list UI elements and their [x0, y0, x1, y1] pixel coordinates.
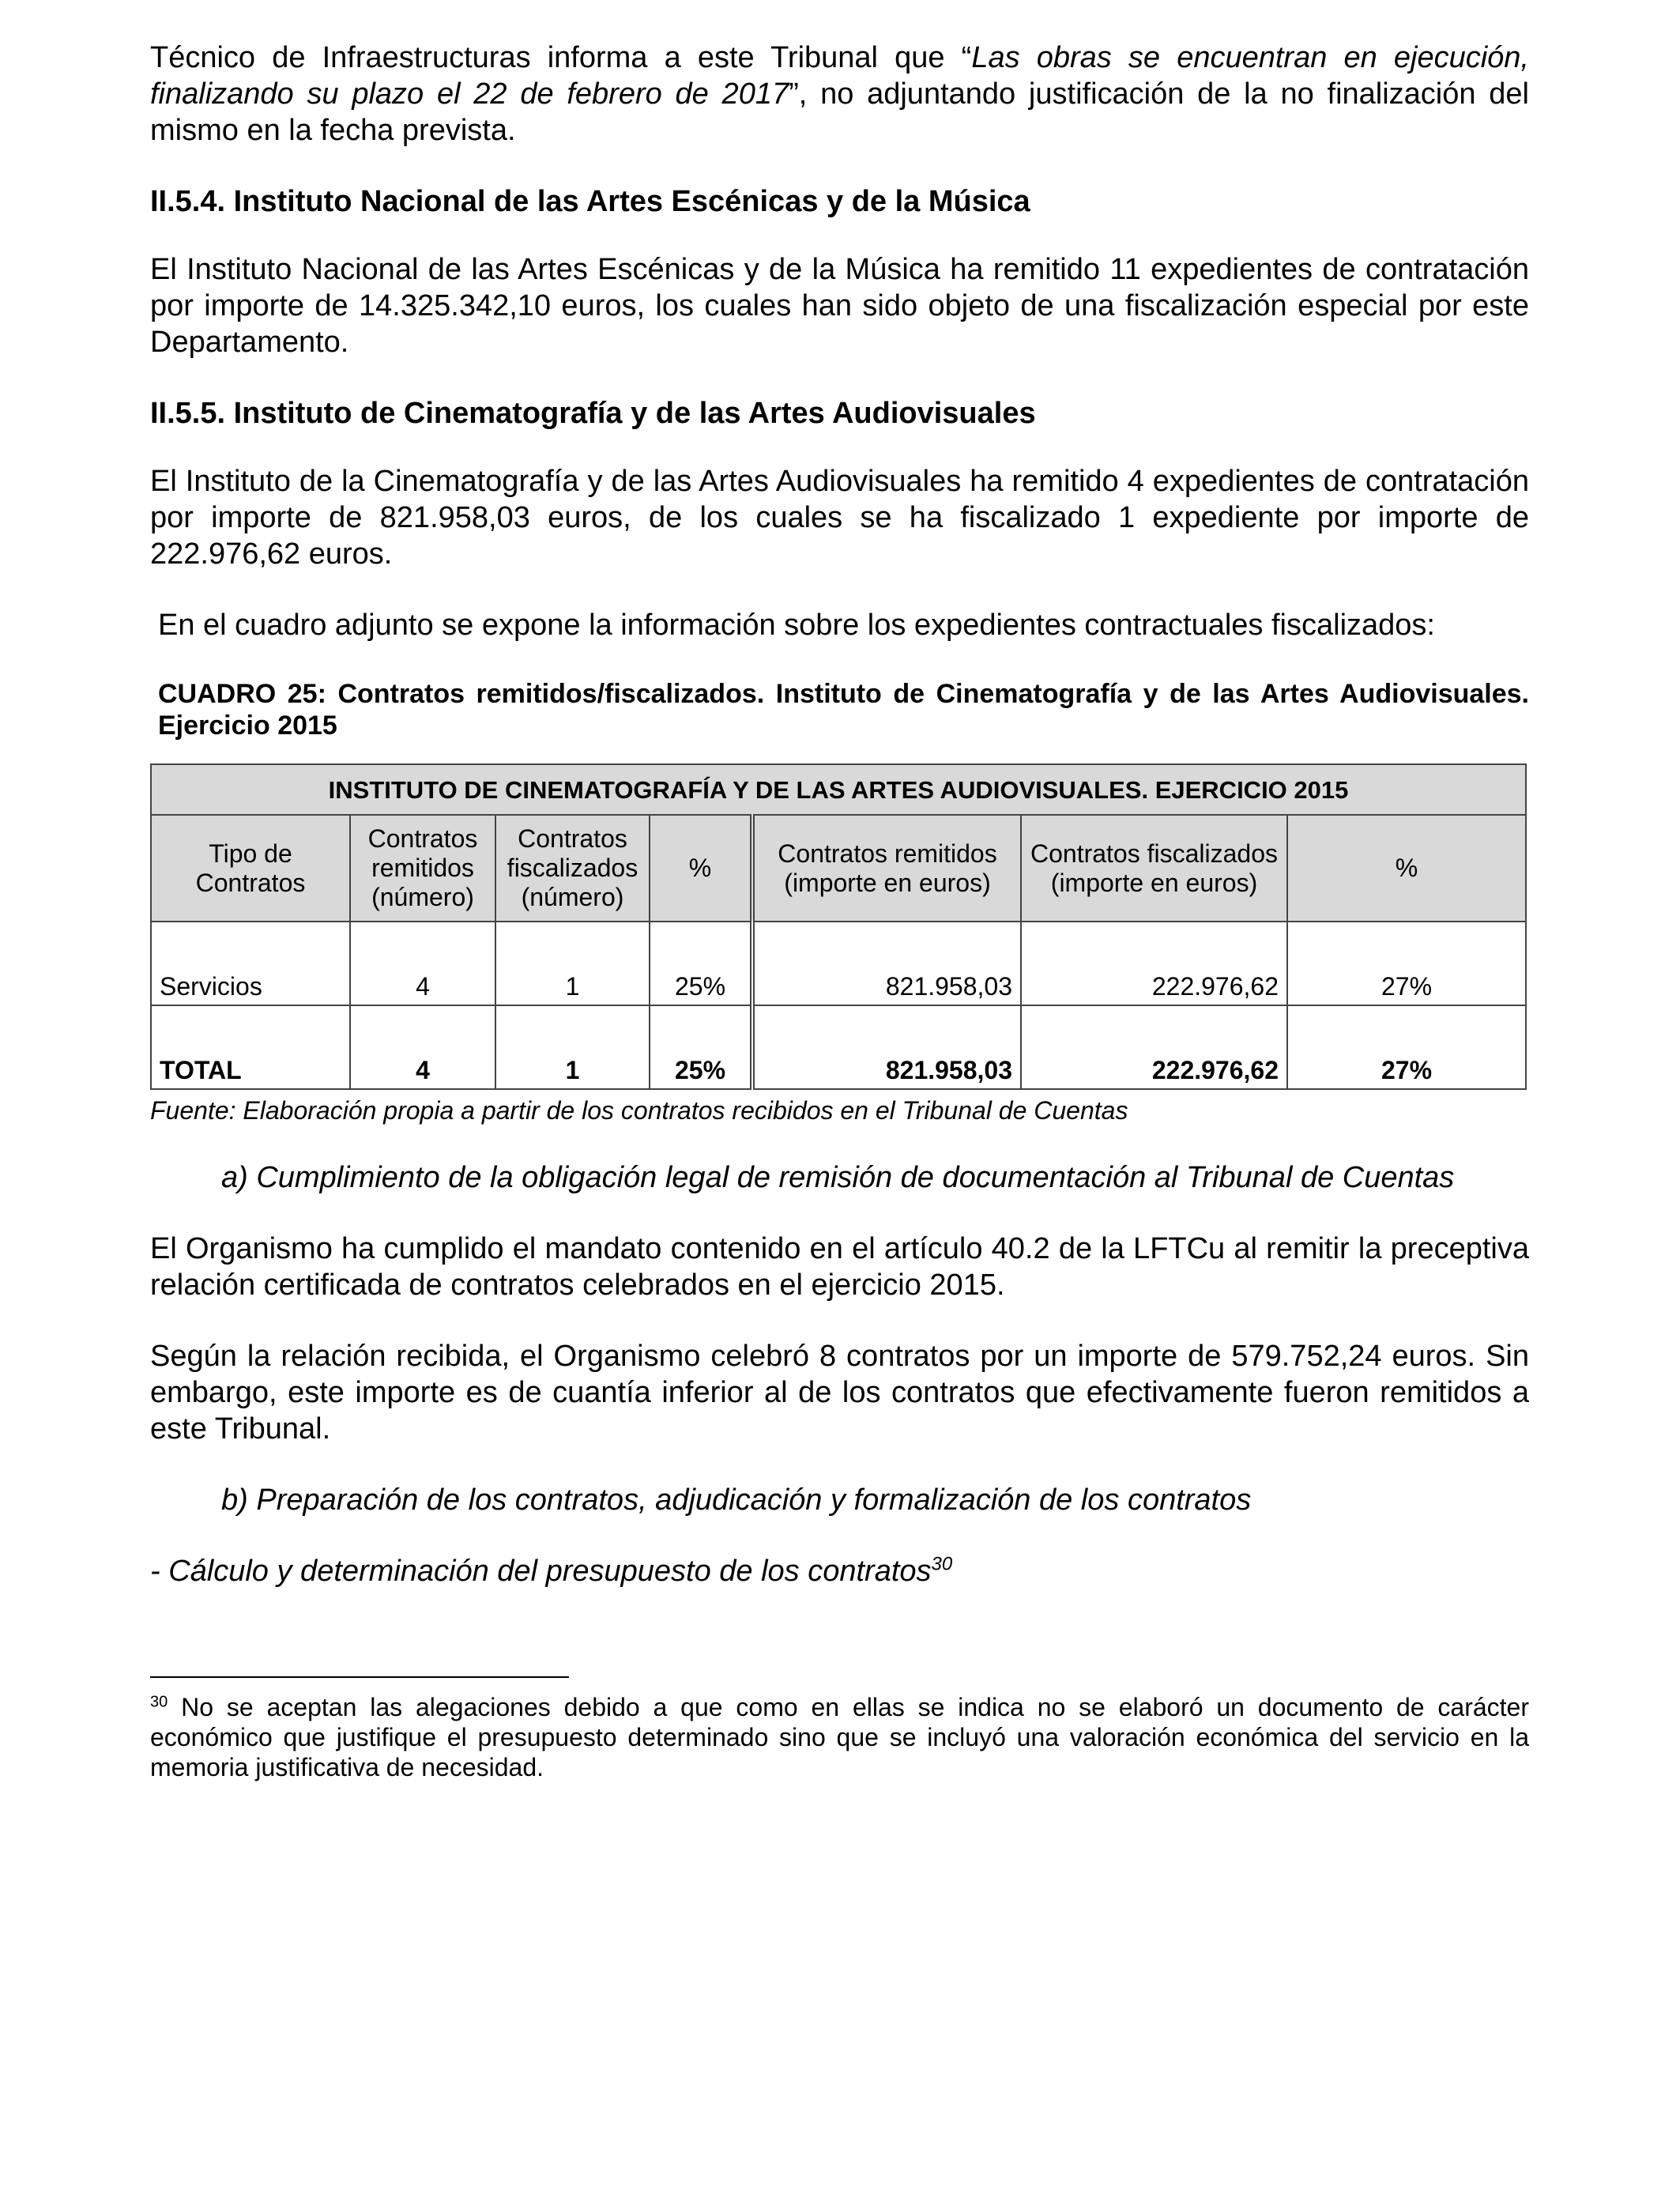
- dash-item: - Cálculo y determinación del presupuesto de los contratos$^{30}$: [150, 1553, 953, 1588]
- table-cell: 222.976,62: [1021, 1005, 1287, 1089]
- header-cell: %: [650, 815, 752, 922]
- table-intro: En el cuadro adjunto se expone la información sobre los expedientes contractuales fiscalizados:: [158, 609, 1435, 642]
- table-cell: 1: [495, 1005, 650, 1089]
- paragraph-intro-quote: Técnico de Infraestructuras informa a este Tribunal que “Las obras se encuentran en ejecución, finalizando su plazo el 22 de febrero de 2017”, no adjuntando justificación de la no finalización del mismo en la fecha prevista.: [150, 41, 1529, 147]
- table-cell: 821.958,03: [752, 922, 1021, 1005]
- table-header-row: [151, 815, 1526, 922]
- table-cell: 222.976,62: [1021, 922, 1287, 1005]
- table-cell: 27%: [1287, 1005, 1526, 1089]
- section-heading-254: II.5.4. Instituto Nacional de las Artes Escénicas y de la Música: [150, 185, 1030, 218]
- header-cell: %: [1287, 815, 1526, 922]
- table-caption: CUADRO 25: Contratos remitidos/fiscalizados. Instituto de Cinematografía y de las Artes Audiovisuales. Ejercicio 2015: [158, 679, 1529, 741]
- paragraph-a2: Según la relación recibida, el Organismo celebró 8 contratos por un importe de 579.752,24 euros. Sin embargo, este importe es de cuantía inferior al de los contratos que efectivamente fueron remitidos a este Tribunal.: [150, 1340, 1529, 1446]
- footnote-divider: [150, 1676, 569, 1678]
- paragraph-a1: El Organismo ha cumplido el mandato contenido en el artículo 40.2 de la LFTCu al remitir la preceptiva relación certificada de contratos celebrados en el ejercicio 2015.: [150, 1232, 1529, 1302]
- paragraph-255: El Instituto de la Cinematografía y de las Artes Audiovisuales ha remitido 4 expedientes de contratación por importe de 821.958,03 euros, de los cuales se ha fiscalizado 1 expediente por importe de 222.976,62 euros.: [150, 465, 1529, 571]
- subsection-a: a) Cumplimiento de la obligación legal de remisión de documentación al Tribunal de Cuentas: [221, 1161, 1455, 1194]
- section-heading-255: II.5.5. Instituto de Cinematografía y de las Artes Audiovisuales: [150, 397, 1036, 430]
- paragraph-254: El Instituto Nacional de las Artes Escénicas y de la Música ha remitido 11 expedientes de contratación por importe de 14.325.342,10 euros, los cuales han sido objeto de una fiscalización especial por este Departamento.: [150, 253, 1529, 359]
- footnote-reference[interactable]: 30: [931, 1553, 953, 1575]
- quoted-text: Las obras se encuentran en ejecución, finalizando su plazo el 22 de febrero de 2017: [150, 41, 1529, 111]
- table-cell: 27%: [1287, 922, 1526, 1005]
- table-cell: 4: [350, 1005, 495, 1089]
- table-cell: 821.958,03: [752, 1005, 1021, 1089]
- table-total-row: [151, 1005, 1526, 1089]
- footnote: $^{30}$ No se aceptan las alegaciones debido a que como en ellas se indica no se elaboró un documento de carácter económico que justifique el presupuesto determinado sino que se incluyó una valoración económica del servicio en la memoria justificativa de necesidad.: [150, 1693, 1529, 1781]
- table-cell: 1: [495, 922, 650, 1005]
- table-cell: 25%: [650, 1005, 752, 1089]
- table-title: INSTITUTO DE CINEMATOGRAFÍA Y DE LAS ARTES AUDIOVISUALES. EJERCICIO 2015: [151, 764, 1526, 815]
- table-cell: TOTAL: [151, 1005, 350, 1089]
- header-cell: Tipo de Contratos: [151, 815, 350, 922]
- subsection-b: b) Preparación de los contratos, adjudicación y formalización de los contratos: [221, 1483, 1252, 1517]
- table-row: [151, 922, 1526, 1005]
- table-source: Fuente: Elaboración propia a partir de los contratos recibidos en el Tribunal de Cuentas: [150, 1096, 1128, 1125]
- table-cell: 4: [350, 922, 495, 1005]
- document-page: [150, 40, 1529, 1782]
- header-cell: Contratos remitidos (importe en euros): [752, 815, 1021, 922]
- header-cell: Contratos fiscalizados (número): [495, 815, 650, 922]
- table-cell: Servicios: [151, 922, 350, 1005]
- footnote-number: 30: [150, 1693, 168, 1711]
- table-cell: 25%: [650, 922, 752, 1005]
- header-cell: Contratos remitidos (número): [350, 815, 495, 922]
- header-cell: Contratos fiscalizados (importe en euros): [1021, 815, 1287, 922]
- contracts-table: [150, 763, 1527, 1090]
